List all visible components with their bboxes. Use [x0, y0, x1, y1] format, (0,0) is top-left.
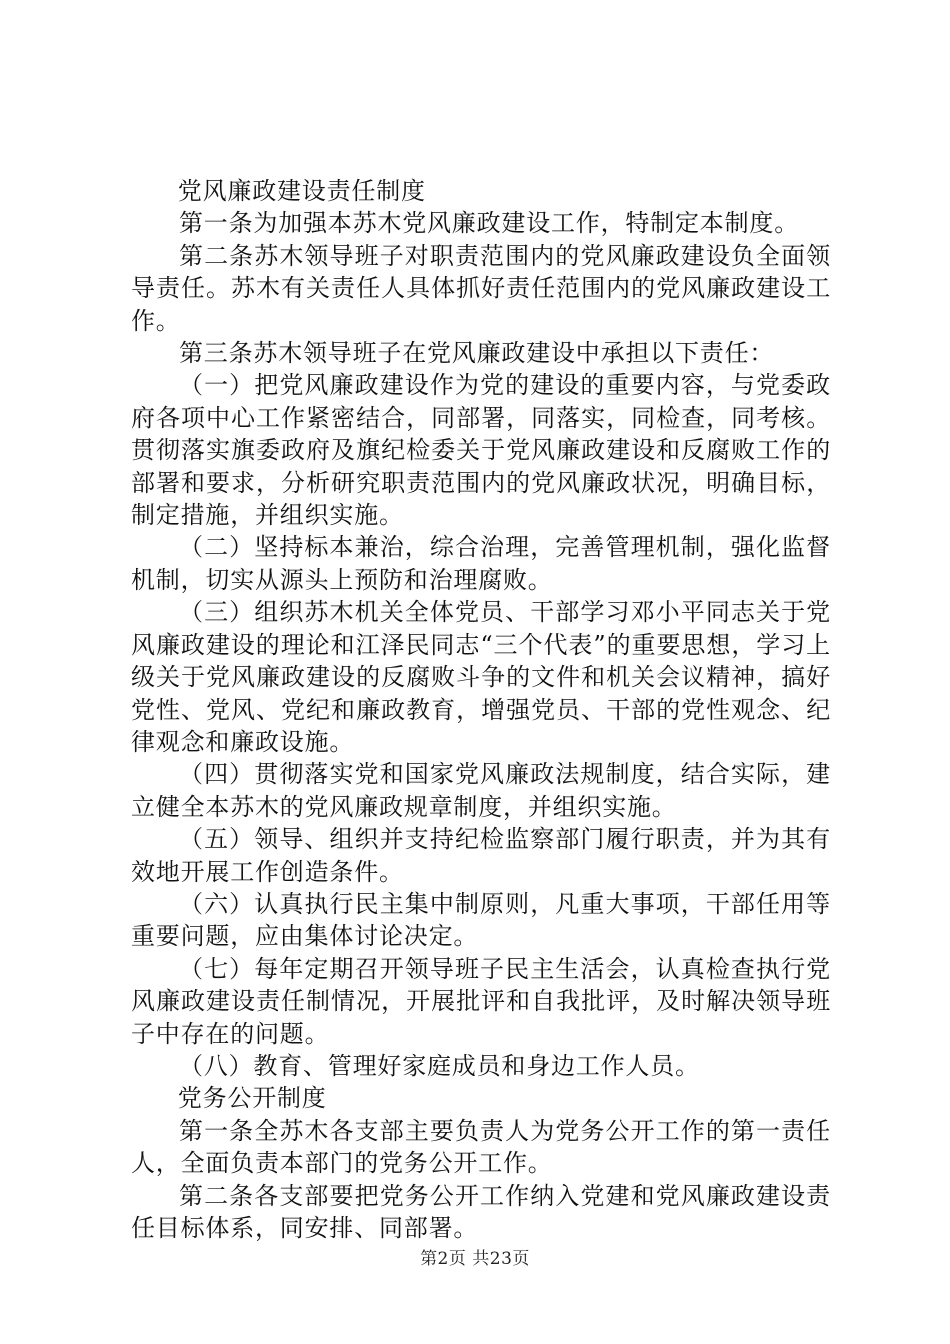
page-number-footer: 第2页 共23页 [420, 1249, 530, 1269]
paragraph: 第一条全苏木各支部主要负责人为党务公开工作的第一责任人，全面负责本部门的党务公开工作。 [131, 1116, 831, 1178]
paragraph: 第三条苏木领导班子在党风廉政建设中承担以下责任： [179, 339, 775, 368]
paragraph: 第二条苏木领导班子对职责范围内的党风廉政建设负全面领导责任。苏木有关责任人具体抓好责任范围内的党风廉政建设工作。 [131, 241, 831, 335]
paragraph: 第一条为加强本苏木党风廉政建设工作，特制定本制度。 [179, 209, 799, 238]
paragraph: （四）贯彻落实党和国家党风廉政法规制度，结合实际，建立健全本苏木的党风廉政规章制度，并组织实施。 [131, 760, 831, 821]
paragraph: （七）每年定期召开领导班子民主生活会，认真检查执行党风廉政建设责任制情况，开展批评和自我批评，及时解决领导班子中存在的问题。 [131, 954, 831, 1048]
document-body [131, 175, 831, 1244]
paragraph: （二）坚持标本兼治，综合治理，完善管理机制，强化监督机制，切实从源头上预防和治理腐败。 [131, 533, 831, 594]
paragraph: （六）认真执行民主集中制原则，凡重大事项，干部任用等重要问题，应由集体讨论决定。 [131, 889, 831, 951]
paragraph: 第二条各支部要把党务公开工作纳入党建和党风廉政建设责任目标体系，同安排、同部署。 [131, 1181, 831, 1242]
section-title: 党风廉政建设责任制度 [177, 177, 426, 205]
paragraph: （三）组织苏木机关全体党员、干部学习邓小平同志关于党风廉政建设的理论和江泽民同志“三个代表”的重要思想，学习上级关于党风廉政建设的反腐败斗争的文件和机关会议精神，搞好党性、党风、党纪和廉政教育，增强党员、干部的党性观念、纪律观念和廉政设施。 [131, 598, 831, 756]
paragraph: （八）教育、管理好家庭成员和身边工作人员。 [179, 1051, 700, 1080]
section-title: 党务公开制度 [177, 1084, 327, 1113]
paragraph: （一）把党风廉政建设作为党的建设的重要内容，与党委政府各项中心工作紧密结合，同部署，同落实，同检查，同考核。贯彻落实旗委政府及旗纪检委关于党风廉政建设和反腐败工作的部署和要求，分析研究职责范围内的党风廉政状况，明确目标，制定措施，并组织实施。 [131, 371, 831, 530]
paragraph: （五）领导、组织并支持纪检监察部门履行职责，并为其有效地开展工作创造条件。 [131, 825, 831, 886]
